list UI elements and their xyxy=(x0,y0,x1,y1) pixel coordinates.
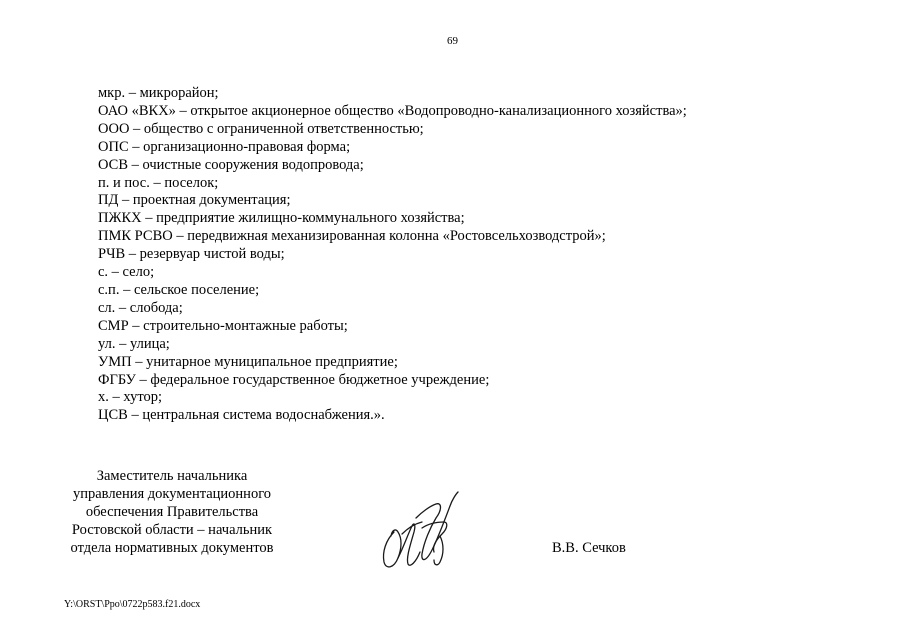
abbreviation-item: СМР – строительно-монтажные работы; xyxy=(98,317,348,334)
signatory-title-line: Заместитель начальника xyxy=(96,468,248,484)
abbreviation-list xyxy=(98,85,687,425)
abbreviation-item: ЦСВ – центральная система водоснабжения.». xyxy=(98,407,385,424)
abbreviation-item: ПЖКХ – предприятие жилищно-коммунального хозяйства; xyxy=(98,210,465,227)
abbreviation-item: ООО – общество с ограниченной ответственностью; xyxy=(98,120,424,137)
abbreviation-item: х. – хутор; xyxy=(98,389,162,406)
abbreviation-item: ПД – проектная документация; xyxy=(98,192,291,209)
handwritten-signature-icon xyxy=(378,488,464,572)
abbreviation-item: ОПС – организационно-правовая форма; xyxy=(98,138,351,155)
abbreviation-item: с. – село; xyxy=(98,264,155,281)
abbreviation-item: ФГБУ – федеральное государственное бюджетное учреждение; xyxy=(98,371,490,388)
abbreviation-item: РЧВ – резервуар чистой воды; xyxy=(98,246,285,263)
signatory-title-line: отдела нормативных документов xyxy=(70,540,274,556)
abbreviation-item: п. и пос. – поселок; xyxy=(98,174,219,191)
abbreviation-item: сл. – слобода; xyxy=(98,299,183,316)
signatory-title-line: Ростовской области – начальник xyxy=(71,522,273,538)
abbreviation-item: УМП – унитарное муниципальное предприятие; xyxy=(98,353,398,370)
file-path: Y:\ORST\Ppo\0722p583.f21.docx xyxy=(64,599,201,610)
abbreviation-item: с.п. – сельское поселение; xyxy=(98,281,260,298)
signatory-title-line: обеспечения Правительства xyxy=(85,504,259,520)
signer-name: В.В. Сечков xyxy=(552,540,626,556)
signatory-title-line: управления документационного xyxy=(72,486,272,502)
abbreviation-item: ПМК РСВО – передвижная механизированная колонна «Ростовсельхозводстрой»; xyxy=(98,228,606,245)
abbreviation-item: ул. – улица; xyxy=(98,335,170,352)
abbreviation-item: мкр. – микрорайон; xyxy=(98,85,219,101)
signatory-title xyxy=(54,467,290,557)
abbreviation-item: ОАО «ВКХ» – открытое акционерное общество «Водопроводно-канализационного хозяйства»; xyxy=(98,102,687,119)
page-number: 69 xyxy=(447,35,458,47)
abbreviation-item: ОСВ – очистные сооружения водопровода; xyxy=(98,156,364,173)
